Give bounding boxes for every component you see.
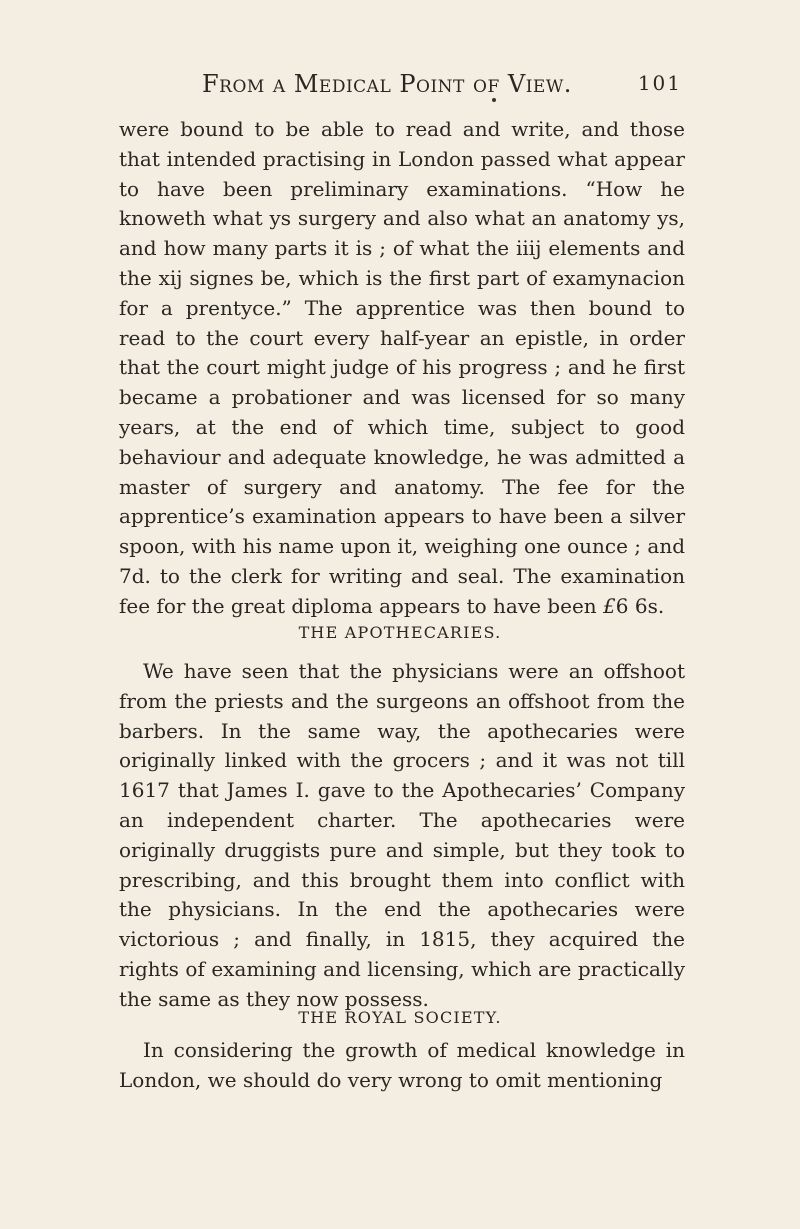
paragraph-1-text: were bound to be able to read and write, and those that intended practising in London passed what appear to have been preliminary examinations. “How he knoweth what ys surgery and also what an anatomy ys, and how many parts it is ; of what the iiij elements and the xij signes be, which is the first part of examynacion for a prentyce.” The apprentice was then bound to read to the court every half-year an epistle, in order that the court might judge of his progress ; and he first became a probationer and was licensed for so many years, at the end of which time, subject to good behaviour and adequate knowledge, he was admitted a master of surgery and anatomy. The fee for the apprentice’s examination appears to have been a silver spoon, with his name upon it, weighing one ounce ; and 7d. to the clerk for writing and seal. The examination fee for the great diploma appears to have been: [119, 117, 685, 618]
running-header: [202, 70, 682, 98]
section-heading-apothecaries: THE APOTHECARIES.: [298, 623, 502, 642]
running-title: From a Medical Point of View.: [202, 70, 572, 98]
paragraph-3: In considering the growth of medical knowledge in London, we should do very wrong to omit mentioning: [119, 1038, 685, 1092]
pound-symbol: £: [603, 593, 616, 618]
paragraph-1-end: 6 6s.: [615, 593, 665, 618]
paragraph-2: We have seen that the physicians were an offshoot from the priests and the surgeons an offshoot from the barbers. In the same way, the apothecaries were originally linked with the grocers ; and it was not till 1617 that James I. gave to the Apothecaries’ Company an independent charter. The apothecaries were originally druggists pure and simple, but they took to prescribing, and this brought them into conflict with the physicians. In the end the apothecaries were victorious ; and finally, in 1815, they acquired the rights of examining and licensing, which are practically the same as they now possess.: [119, 659, 685, 1011]
paragraph-1: [119, 115, 685, 622]
section-heading-royal-society: THE ROYAL SOCIETY.: [298, 1008, 502, 1027]
printer-mark: [492, 98, 496, 102]
page-number: 101: [637, 71, 682, 95]
